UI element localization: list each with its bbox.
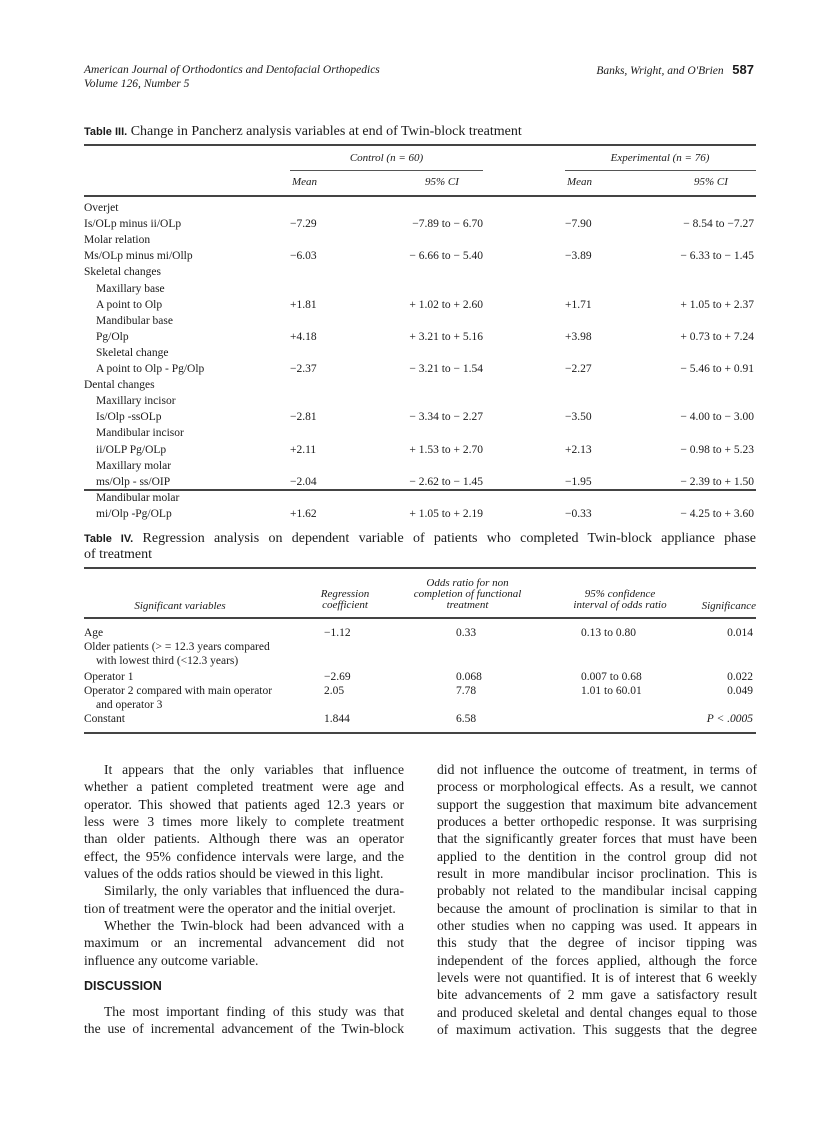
control-ci: − 6.66 to − 5.40 [409,250,483,263]
row-label: A point to Olp [96,298,163,311]
control-mean: +2.11 [290,443,317,456]
row-label: Mandibular molar [96,491,180,504]
text-line: support the suggestion that maximum bite advancement [437,796,757,812]
journal-volume: Volume 126, Number 5 [84,78,190,90]
header-line: coefficient [322,599,368,611]
experimental-mean: +2.13 [565,443,592,456]
row-label: and operator 3 [96,699,163,711]
significance: P < .0005 [706,713,753,725]
table3-label: Table III. [84,126,128,138]
experimental-mean: +3.98 [565,330,592,343]
table3-bottom-rule [84,489,756,491]
right-column-text [437,761,757,1039]
odds-ratio: 0.33 [456,627,477,639]
table-row [84,248,756,264]
header-line: interval of odds ratio [573,599,667,611]
regression-coefficient: −1.12 [324,627,351,639]
table-row [84,458,756,474]
table-row [84,712,756,726]
table3-caption [84,124,522,140]
row-label: mi/Olp -Pg/OLp [96,507,172,520]
text-line: other studies when no capping was used. It appears in [437,918,757,934]
row-label: Older patients (> = 12.3 years compared [84,641,270,653]
table3-top-rule [84,144,756,146]
text-line: influence any outcome variable. [84,952,259,968]
text-line: operator. This showed that patients aged 12.3 years or [84,796,404,812]
table-row [84,281,756,297]
text-line: produces a better orthopedic response. It was surprising [437,814,757,830]
table4-header-rule [84,617,756,619]
table4-header-ci [550,589,690,611]
table-row [84,474,756,490]
experimental-mean: −3.50 [565,411,592,424]
odds-ratio: 6.58 [456,713,477,725]
text-line: whether a patient completed treatment were age and [84,779,404,795]
table-row [84,640,756,654]
discussion-paragraph [84,1003,404,1038]
text-line: probably not related to the mandibular incisal capping [437,883,757,899]
experimental-mean: +1.71 [565,298,592,311]
table3-header-mean: Mean [292,176,318,188]
control-ci: + 1.53 to + 2.70 [409,443,483,456]
row-label: Dental changes [84,379,155,392]
text-line: that the significantly greater forces that must have been [437,831,757,847]
row-label: Maxillary base [96,282,165,295]
text-line: levels were not quantified. It is of interest that 6 weekly [437,970,757,986]
experimental-ci: − 8.54 to −7.27 [683,218,754,231]
row-label: Skeletal changes [84,266,161,279]
table-row [84,506,756,522]
control-mean: +4.18 [290,330,317,343]
significance: 0.014 [727,627,753,639]
discussion-heading: DISCUSSION [84,979,162,993]
text-line: result in more mandibular incisor proclination. This is [437,866,757,882]
experimental-mean: −3.89 [565,250,592,263]
table4-title-line1: Regression analysis on dependent variable of patients who completed Twin-block appliance phase [142,531,756,546]
row-label: Operator 2 compared with main operator [84,685,273,697]
experimental-ci: − 4.25 to + 3.60 [680,507,754,520]
control-mean: −2.37 [290,363,317,375]
table-row [84,409,756,425]
row-label: Maxillary incisor [96,395,176,408]
experimental-mean: −7.90 [565,218,592,231]
table-row [84,361,756,377]
header-line: Odds ratio for non [426,577,509,589]
control-mean: +1.81 [290,298,317,311]
text-line: and produced skeletal and dental changes equal to those [437,1004,757,1020]
table-row [84,393,756,409]
experimental-mean: −1.95 [565,475,592,488]
odds-ratio: 7.78 [456,685,477,697]
text-line: than older patients. Although there was an operator [84,831,404,847]
row-label: ii/OLP Pg/OLp [96,443,167,456]
confidence-interval: 1.01 to 60.01 [581,685,642,697]
header-line: completion of functional [413,588,522,600]
control-mean: −6.03 [290,250,317,263]
row-label: Mandibular base [96,314,173,327]
row-label: with lowest third (<12.3 years) [96,655,239,667]
text-line: applied to the dentition in the control group did not [437,848,757,864]
header-line: treatment [446,599,489,611]
row-label: Maxillary molar [96,459,172,472]
control-ci: + 1.05 to + 2.19 [409,507,483,520]
row-label: Is/Olp -ssOLp [96,411,162,424]
text-line: Whether the Twin-block had been advanced with a [104,918,404,934]
table-row [84,626,756,640]
running-header-left [84,63,380,91]
table3-group-rule [565,170,756,171]
row-label: Overjet [84,202,119,214]
row-label: Skeletal change [96,346,169,359]
row-label: Operator 1 [84,671,134,683]
table-row [84,313,756,329]
control-mean: −7.29 [290,218,317,231]
table3-group-experimental: Experimental (n = 76) [610,152,710,164]
confidence-interval: 0.13 to 0.80 [581,627,636,639]
control-mean: −2.81 [290,411,317,424]
table-row [84,232,756,248]
authors: Banks, Wright, and O'Brien [596,65,724,77]
significance: 0.022 [727,671,753,683]
table4-header-variables: Significant variables [134,600,226,612]
table-row [84,345,756,361]
experimental-mean: −0.33 [565,507,592,520]
table4-header-odds [395,578,540,611]
table-row [84,297,756,313]
table-row [84,329,756,345]
text-line: less were 3 times more likely to complete treatment [84,814,404,830]
text-line: Similarly, the only variables that influenced the dura- [104,883,404,899]
control-ci: − 3.21 to − 1.54 [409,363,483,375]
text-line: It appears that the only variables that influence [104,762,404,777]
table-row [84,377,756,393]
text-line: because the amount of proclination is similar to that in [437,900,757,916]
control-ci: − 3.34 to − 2.27 [409,411,483,424]
control-ci: + 1.02 to + 2.60 [409,298,483,311]
experimental-mean: −2.27 [565,363,592,375]
control-ci: −7.89 to − 6.70 [412,218,483,231]
table3-group-control: Control (n = 60) [349,152,424,164]
experimental-ci: − 2.39 to + 1.50 [680,475,754,488]
table3-title: Change in Pancherz analysis variables at end of Twin-block treatment [130,124,522,139]
row-label: Mandibular incisor [96,427,184,440]
experimental-ci: − 0.98 to + 5.23 [680,443,754,456]
table-row [84,654,756,668]
table4-top-rule [84,567,756,569]
table-row [84,684,756,698]
table3-header-ci: 95% CI [694,176,728,188]
table-row [84,670,756,684]
table-row [84,200,756,216]
table-row [84,425,756,441]
experimental-ci: − 4.00 to − 3.00 [680,411,754,424]
text-line: independent of the forces applied, although the force [437,952,757,968]
header-line: Regression [320,588,370,600]
control-ci: + 3.21 to + 5.16 [409,330,483,343]
text-line: effect, the 95% confidence intervals were large, and the [84,848,404,864]
row-label: Pg/Olp [96,330,129,343]
experimental-ci: − 5.46 to + 0.91 [680,363,754,375]
table-row [84,216,756,232]
table4-title-line2: of treatment [84,547,153,562]
table4-label: Table IV. [84,533,134,545]
table3-header-rule [84,195,756,197]
table-row [84,442,756,458]
row-label: Age [84,627,104,639]
text-line: bite advancements of 2 mm gave a satisfactory result [437,987,757,1003]
table3-group-rule [290,170,483,171]
journal-name: American Journal of Orthodontics and Dentofacial Orthopedics [84,64,380,76]
row-label: Is/OLp minus ii/OLp [84,218,182,231]
experimental-ci: + 1.05 to + 2.37 [680,298,754,311]
row-label: Molar relation [84,234,151,247]
control-mean: −2.04 [290,475,317,488]
table4-bottom-rule [84,732,756,734]
control-ci: − 2.62 to − 1.45 [409,475,483,488]
experimental-ci: − 6.33 to − 1.45 [680,250,754,263]
regression-coefficient: −2.69 [324,671,351,683]
row-label: Constant [84,713,125,725]
text-line: The most important finding of this study was that [104,1004,404,1019]
row-label: Ms/OLp minus mi/Ollp [84,250,193,263]
text-line: values of the odds ratios should be viewed in this light. [84,866,384,882]
row-label: ms/Olp - ss/OIP [96,475,171,488]
text-line: did not influence the outcome of treatment, in terms of [437,762,757,777]
running-header-right [596,63,754,78]
text-line: maximum or an incremental advancement did not [84,935,404,951]
regression-coefficient: 1.844 [324,713,350,725]
confidence-interval: 0.007 to 0.68 [581,671,642,683]
table3-header-ci: 95% CI [425,176,459,188]
text-line: this study that the degree of incisor tipping was [437,935,757,951]
text-line: tion of treatment were the operator and the initial overjet. [84,900,396,916]
table4-caption [84,531,756,563]
regression-coefficient: 2.05 [324,685,345,697]
header-line: 95% confidence [584,588,656,600]
page-number: 587 [732,62,754,77]
odds-ratio: 0.068 [456,671,482,683]
table-row [84,264,756,280]
table-row [84,698,756,712]
table3-header-mean: Mean [567,176,593,188]
control-mean: +1.62 [290,507,317,520]
experimental-ci: + 0.73 to + 7.24 [680,330,754,343]
table4-header-significance: Significance [701,600,756,612]
table4-header-coefficient [300,589,390,611]
text-line: process or morphological effects. As a result, we cannot [437,779,757,795]
text-line: the use of incremental advancement of the Twin-block [84,1021,404,1037]
significance: 0.049 [727,685,753,697]
left-column-text [84,761,404,969]
row-label: A point to Olp - Pg/Olp [96,363,205,375]
table-row [84,490,756,506]
text-line: of maximum activation. This suggests that the degree [437,1022,757,1038]
